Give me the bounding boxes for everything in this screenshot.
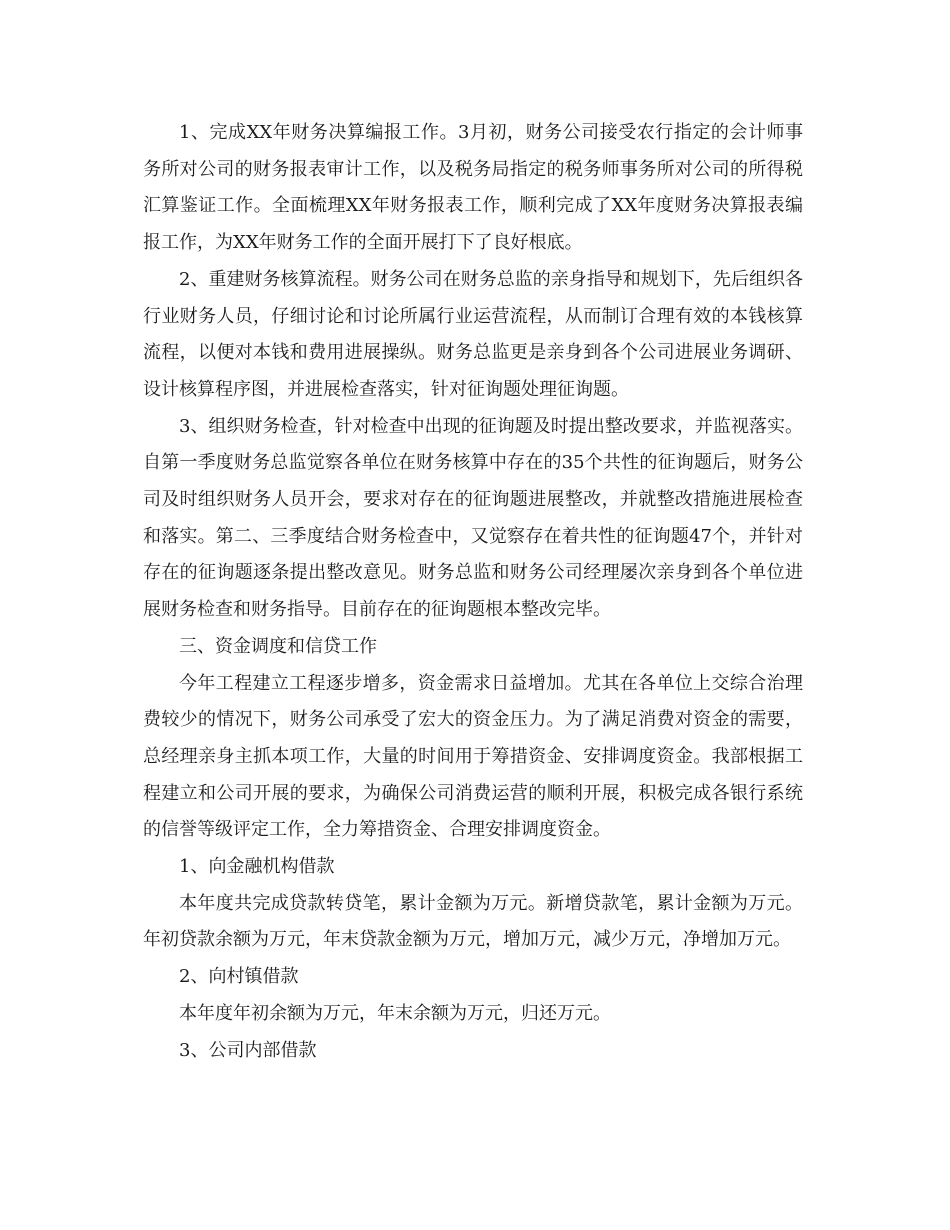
- subheading-village-loans: 2、向村镇借款: [179, 966, 299, 988]
- section-heading-funds-credit: 三、资金调度和信贷工作: [179, 635, 377, 657]
- document-body: [143, 115, 803, 1069]
- paragraph-village-loans: 本年度年初余额为万元，年末余额为万元，归还万元。: [179, 1002, 611, 1024]
- paragraph-bank-loans: 本年度共完成贷款转贷笔，累计金额为万元。新增贷款笔，累计金额为万元。年初贷款余额为万元，年末贷款金额为万元，增加万元，减少万元，净增加万元。: [143, 892, 803, 951]
- paragraph-funds-demand: 今年工程建立工程逐步增多，资金需求日益增加。尤其在各单位上交综合治理费较少的情况下，财务公司承受了宏大的资金压力。为了满足消费对资金的需要，总经理亲身主抓本项工作，大量的时间用于筹措资金、安排调度资金。我部根据工程建立和公司开展的要求，为确保公司消费运营的顺利开展，积极完成各银行系统的信誉等级评定工作，全力筹措资金、合理安排调度资金。: [143, 672, 803, 841]
- paragraph-accounting-process: 2、重建财务核算流程。财务公司在财务总监的亲身指导和规划下，先后组织各行业财务人员，仔细讨论和讨论所属行业运营流程，从而制订合理有效的本钱核算流程，以便对本钱和费用进展操纵。财务总监更是亲身到各个公司进展业务调研、设计核算程序图，并进展检查落实，针对征询题处理征询题。: [143, 268, 803, 400]
- subheading-bank-loans: 1、向金融机构借款: [179, 856, 335, 878]
- paragraph-financial-inspection: 3、组织财务检查，针对检查中出现的征询题及时提出整改要求，并监视落实。自第一季度财务总监觉察各单位在财务核算中存在的35个共性的征询题后，财务公司及时组织财务人员开会，要求对存在的征询题进展整改，并就整改措施进展检查和落实。第二、三季度结合财务检查中，又觉察存在着共性的征询题47个，并针对存在的征询题逐条提出整改意见。财务总监和财务公司经理屡次亲身到各个单位进展财务检查和财务指导。目前存在的征询题根本整改完毕。: [143, 415, 803, 621]
- paragraph-financial-settlement: 1、完成XX年财务决算编报工作。3月初，财务公司接受农行指定的会计师事务所对公司的财务报表审计工作，以及税务局指定的税务师事务所对公司的所得税汇算鉴证工作。全面梳理XX年财务报表工作，顺利完成了XX年度财务决算报表编报工作，为XX年财务工作的全面开展打下了良好根底。: [143, 122, 803, 254]
- subheading-internal-loans: 3、公司内部借款: [179, 1039, 317, 1061]
